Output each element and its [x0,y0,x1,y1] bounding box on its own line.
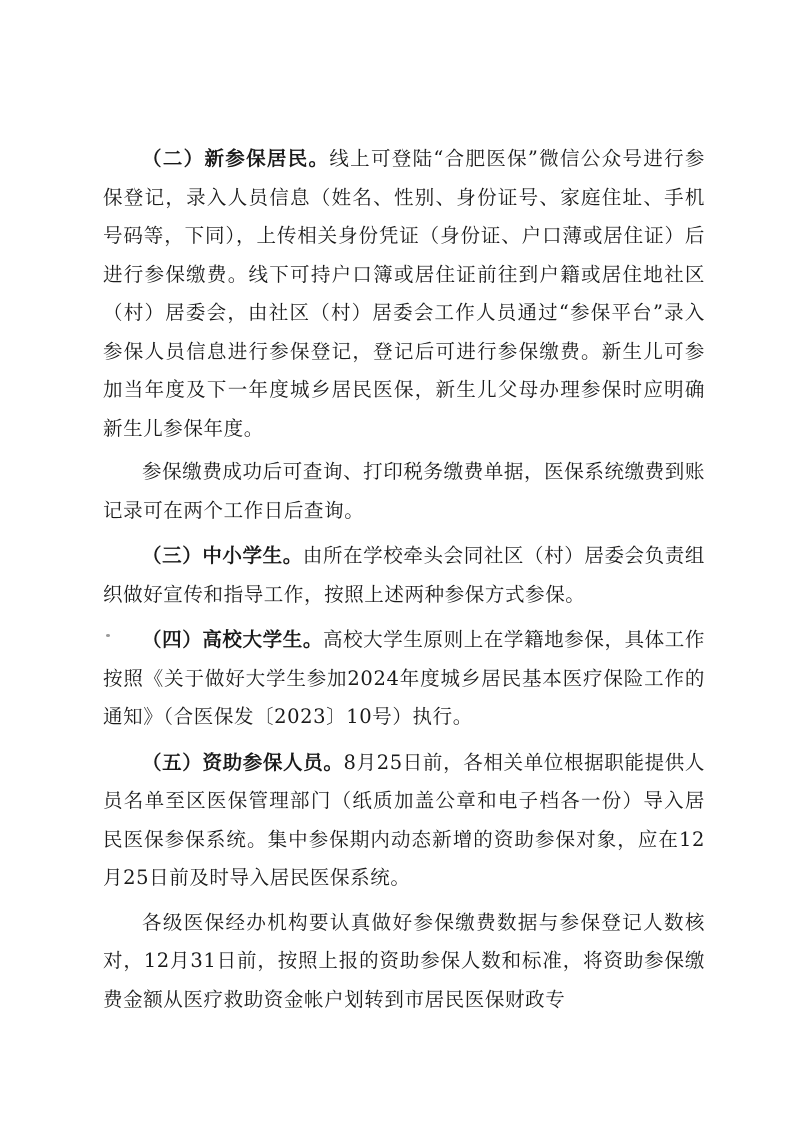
paragraph-students [103,537,705,614]
paragraph-text: 各级医保经办机构要认真做好参保缴费数据与参保登记人数核对，12月31日前，按照上报的资助参保人数和标准，将资助参保缴费金额从医疗救助资金帐户划转到市居民医保财政专 [103,910,705,1011]
scan-speck [106,634,110,637]
paragraph-agency-duties [103,904,705,1020]
paragraph-text: 线上可登陆“合肥医保”微信公众号进行参保登记，录入人员信息（姓名、性别、身份证号、家庭住址、手机号码等，下同），上传相关身份凭证（身份证、户口薄或居住证）后进行参保缴费。线下可持户口簿或居住证前往到户籍或居住地社区（村）居委会，由社区（村）居委会工作人员通过“参保平台”录入参保人员信息进行参保登记，登记后可进行参保缴费。新生儿可参加当年度及下一年度城乡居民医保，新生儿父母办理参保时应明确新生儿参保年度。 [103,147,705,440]
document-body [103,140,705,1019]
section-heading-new-residents: （二）新参保居民。 [142,147,330,170]
section-heading-students: （三）中小学生。 [142,544,303,567]
paragraph-text: 由所在学校牵头会同社区（村）居委会负责组织做好宣传和指导工作，按照上述两种参保方式参保。 [103,544,705,606]
paragraph-text: 8月25日前，各相关单位根据职能提供人员名单至区医保管理部门（纸质加盖公章和电子档各一份）导入居民医保参保系统。集中参保期内动态新增的资助参保对象，应在12月25日前及时导入居民医保系统。 [103,750,705,889]
paragraph-text: 参保缴费成功后可查询、打印税务缴费单据，医保系统缴费到账记录可在两个工作日后查询。 [103,460,705,522]
paragraph-university-students [103,621,705,737]
paragraph-text: 高校大学生原则上在学籍地参保，具体工作按照《关于做好大学生参加2024年度城乡居民基本医疗保险工作的通知》（合医保发〔2023〕10号）执行。 [103,628,705,728]
paragraph-payment-query [103,453,705,530]
paragraph-new-residents [103,140,705,448]
paragraph-subsidized [103,744,705,898]
section-heading-university-students: （四）高校大学生。 [142,628,323,651]
section-heading-subsidized: （五）资助参保人员。 [142,750,344,774]
